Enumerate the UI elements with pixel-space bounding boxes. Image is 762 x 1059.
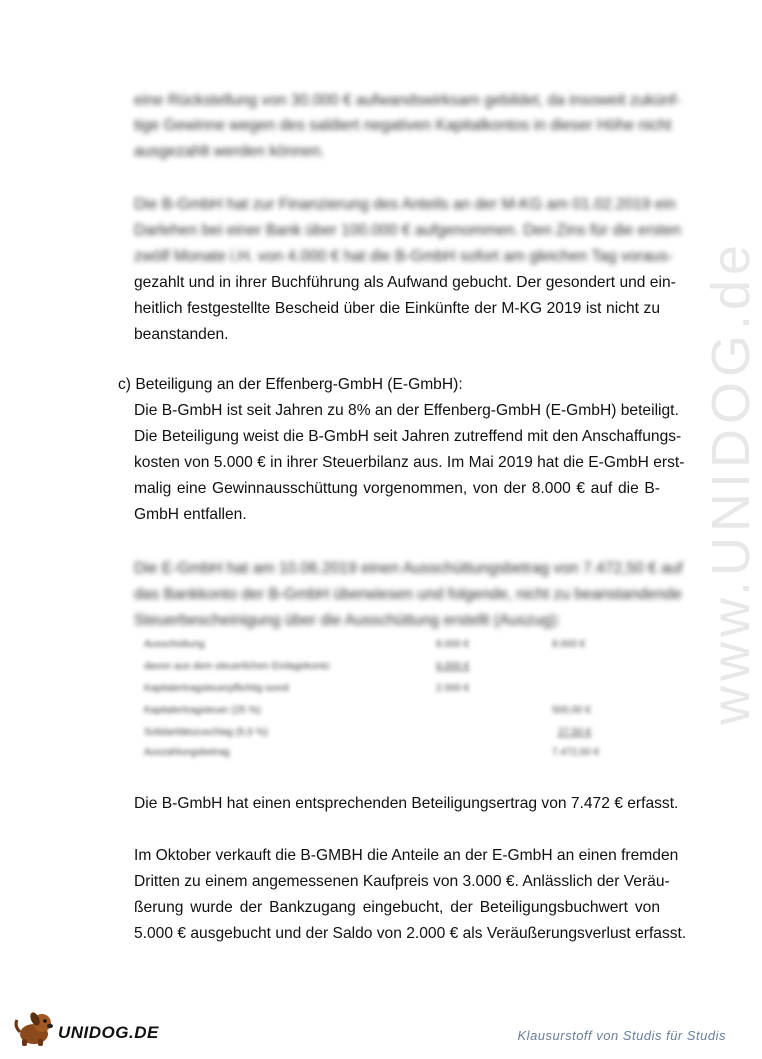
table-cell: 500,00 € xyxy=(552,705,591,716)
text-line: ßerung wurde der Bankzugang eingebucht, der Beteiligungsbuchwert von xyxy=(134,899,660,916)
table-cell: 2.000 € xyxy=(436,683,470,694)
text-line: Die B-GmbH hat einen entsprechenden Beteiligungsertrag von 7.472 € erfasst. xyxy=(134,795,679,812)
text-line: zwölf Monate i.H. von 4.000 € hat die B-GmbH sofort am gleichen Tag voraus- xyxy=(134,248,673,265)
table-label: Ausschüttung xyxy=(144,639,205,650)
table-label: Solidaritätszuschlag (5,5 %) xyxy=(144,727,268,738)
text-line: Die Beteiligung weist die B-GmbH seit Jahren zutreffend mit den Anschaffungs- xyxy=(134,428,682,445)
dog-icon xyxy=(12,1008,60,1048)
table-label: Kapitalertragsteuerpflichtig somit xyxy=(144,683,290,694)
watermark: www.UNIDOG.de xyxy=(701,239,761,725)
table-cell: 7.472,50 € xyxy=(552,747,600,758)
text-line: beanstanden. xyxy=(134,326,229,343)
table-label: Kapitalertragsteuer (25 %) xyxy=(144,705,261,716)
text-line: das Bankkonto der B-GmbH überwiesen und folgende, nicht zu beanstandende xyxy=(134,586,682,603)
text-line: Die B-GmbH ist seit Jahren zu 8% an der Effenberg-GmbH (E-GmbH) beteiligt. xyxy=(134,402,679,419)
text-line: heitlich festgestellte Bescheid über die Einkünfte der M-KG 2019 ist nicht zu xyxy=(134,300,660,317)
footer-tagline: Klausurstoff von Studis für Studis xyxy=(517,1028,726,1043)
table-label: Auszahlungsbetrag xyxy=(144,747,230,758)
table-cell: 8.000 € xyxy=(552,639,586,650)
unidog-logo[interactable] xyxy=(12,1008,162,1048)
text-line: 5.000 € ausgebucht und der Saldo von 2.000 € als Veräußerungsverlust erfasst. xyxy=(134,925,687,942)
table-cell: 27,50 € xyxy=(558,727,592,738)
text-line: tige Gewinne wegen des saldiert negativen Kapitalkontos in dieser Höhe nicht xyxy=(134,117,672,134)
text-line: Die E-GmbH hat am 10.06.2019 einen Ausschüttungsbetrag von 7.472,50 € auf xyxy=(134,560,683,577)
text-line: GmbH entfallen. xyxy=(134,506,247,523)
text-line: malig eine Gewinnausschüttung vorgenommen, von der 8.000 € auf die B- xyxy=(134,480,660,497)
text-line: Im Oktober verkauft die B-GMBH die Anteile an der E-GmbH an einen fremden xyxy=(134,847,679,864)
table-cell: 8.000 € xyxy=(436,639,470,650)
text-line: eine Rückstellung von 30.000 € aufwandswirksam gebildet, da insoweit zukünf- xyxy=(134,92,681,109)
table-cell: 6.000 € xyxy=(436,661,470,672)
text-line: Darlehen bei einer Bank über 100.000 € aufgenommen. Den Zins für die ersten xyxy=(134,222,681,239)
text-line: ausgezahlt werden können. xyxy=(134,143,325,160)
text-line: Steuerbescheinigung über die Ausschüttung erstellt (Auszug): xyxy=(134,612,561,629)
text-line: Dritten zu einem angemessenen Kaufpreis von 3.000 €. Anlässlich der Veräu- xyxy=(134,873,670,890)
text-line: kosten von 5.000 € in ihrer Steuerbilanz aus. Im Mai 2019 hat die E-GmbH erst- xyxy=(134,454,685,471)
section-heading: c) Beteiligung an der Effenberg-GmbH (E-GmbH): xyxy=(118,376,463,393)
text-line: Die B-GmbH hat zur Finanzierung des Anteils an der M-KG am 01.02.2019 ein xyxy=(134,196,676,213)
table-label: davon aus dem steuerlichen Einlagekonto xyxy=(144,661,330,672)
logo-text: UNIDOG.DE xyxy=(58,1023,159,1042)
text-line: gezahlt und in ihrer Buchführung als Aufwand gebucht. Der gesondert und ein- xyxy=(134,274,676,291)
